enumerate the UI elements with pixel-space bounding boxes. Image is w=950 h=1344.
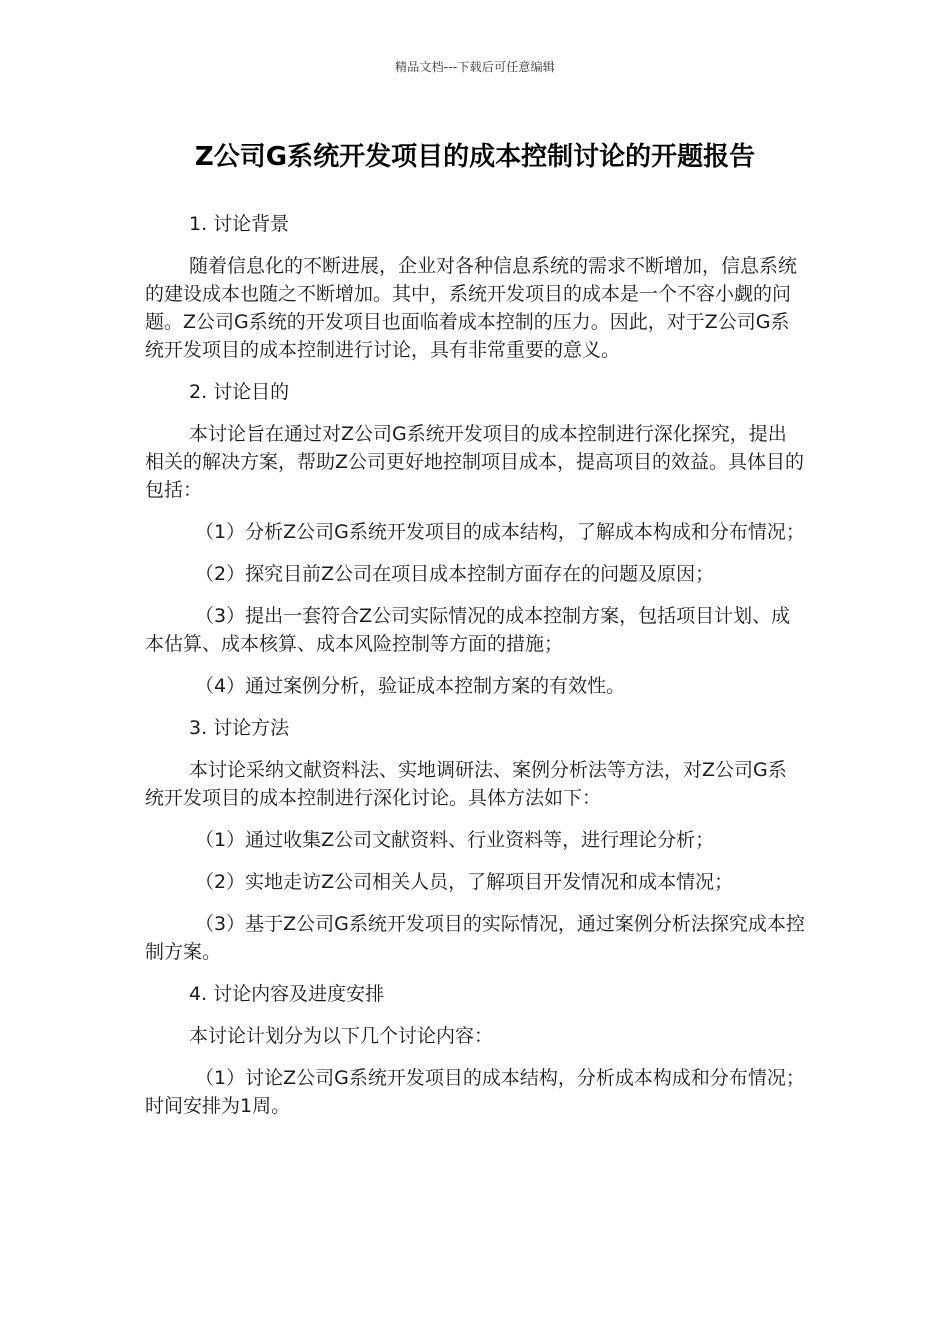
page-header-watermark: 精品文档---下载后可任意编辑 (395, 60, 555, 74)
document-body (145, 210, 805, 1134)
list-item: （3）基于Z公司G系统开发项目的实际情况，通过案例分析法探究成本控制方案。 (145, 913, 805, 963)
document-title: Z公司G系统开发项目的成本控制讨论的开题报告 (194, 142, 756, 172)
section-paragraph-purpose: 本讨论旨在通过对Z公司G系统开发项目的成本控制进行深化探究，提出相关的解决方案，帮助Z公司更好地控制项目成本，提高项目的效益。具体目的包括： (145, 423, 805, 501)
list-item: （1）讨论Z公司G系统开发项目的成本结构，分析成本构成和分布情况；时间安排为1周。 (145, 1067, 805, 1117)
section-paragraph-method: 本讨论采纳文献资料法、实地调研法、案例分析法等方法，对Z公司G系统开发项目的成本控制进行深化讨论。具体方法如下： (145, 759, 787, 809)
list-item: （2）探究目前Z公司在项目成本控制方面存在的问题及原因； (195, 563, 715, 585)
list-item: （4）通过案例分析，验证成本控制方案的有效性。 (195, 675, 626, 697)
section-heading-method: 3. 讨论方法 (189, 717, 290, 739)
list-item: （2）实地走访Z公司相关人员，了解项目开发情况和成本情况； (195, 871, 734, 893)
list-item: （3）提出一套符合Z公司实际情况的成本控制方案，包括项目计划、成本估算、成本核算、成本风险控制等方面的措施； (145, 605, 791, 655)
list-item: （1）分析Z公司G系统开发项目的成本结构，了解成本构成和分布情况； (195, 521, 805, 543)
section-heading-schedule: 4. 讨论内容及进度安排 (189, 983, 385, 1005)
section-heading-purpose: 2. 讨论目的 (189, 381, 290, 403)
list-item: （1）通过收集Z公司文献资料、行业资料等，进行理论分析； (195, 829, 715, 851)
section-heading-background: 1. 讨论背景 (189, 213, 290, 235)
section-paragraph-schedule: 本讨论计划分为以下几个讨论内容： (189, 1025, 494, 1047)
section-paragraph-background: 随着信息化的不断进展，企业对各种信息系统的需求不断增加，信息系统的建设成本也随之不断增加。其中，系统开发项目的成本是一个不容小觑的问题。Z公司G系统的开发项目也面临着成本控制的压力。因此，对于Z公司G系统开发项目的成本控制进行讨论，具有非常重要的意义。 (145, 255, 798, 361)
